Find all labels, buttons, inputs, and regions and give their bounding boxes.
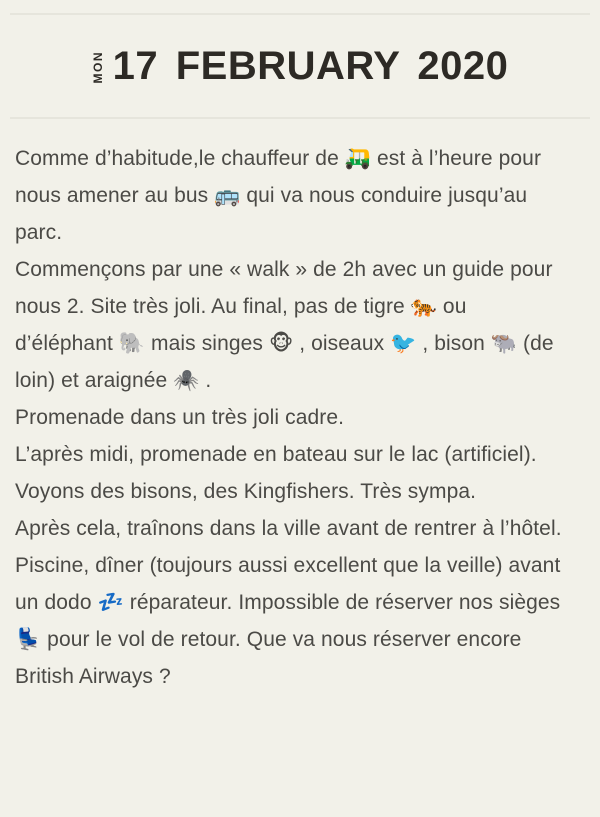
entry-text [0,119,600,695]
entry-paragraph-transport: Comme d’habitude,le chauffeur de 🛺 est à l’heure pour nous amener au bus 🚌 qui va nous conduire jusqu’au parc. [15,147,542,244]
date-header [0,15,600,117]
weekday-label: MON [90,50,105,84]
entry-paragraph-boat: L’après midi, promenade en bateau sur le lac (artificiel). Voyons des bisons, des Kingfishers. Très sympa. [15,443,537,503]
entry-paragraph-scenery: Promenade dans un très joli cadre. [15,406,345,429]
entry-paragraph-walk-animals: Commençons par une « walk » de 2h avec un guide pour nous 2. Site très joli. Au final, pas de tigre 🐅 ou d’éléphant 🐘 mais singes 🐵 , oiseaux 🐦 , bison 🐃 (de loin) et araignée 🕷️ . [15,258,554,392]
entry-paragraph-evening: Après cela, traînons dans la ville avant de rentrer à l’hôtel. Piscine, dîner (toujours aussi excellent que la veille) avant un dodo 💤 réparateur. Impossible de réserver nos sièges 💺 pour le vol de retour. Que va nous réserver encore [15,517,562,651]
date-title: 17 FEBRUARY 2020 [112,43,509,88]
journal-entry-page [0,13,600,817]
entry-paragraph-airline: British Airways ? [15,665,171,688]
